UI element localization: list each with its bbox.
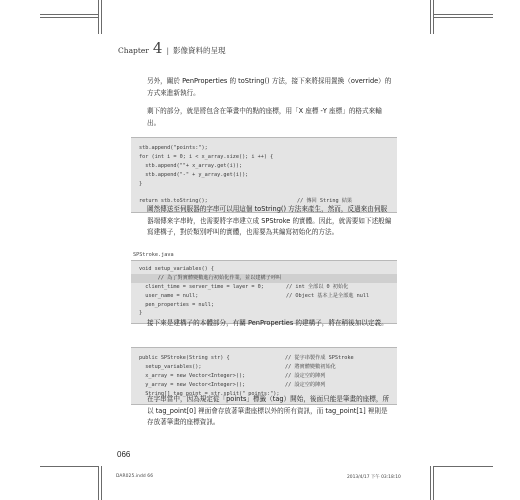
paragraph-constructor-body: 接下來是建構子的本體部分，有關 PenProperties 的建構子，將在稍後加以定義。 [147,319,388,327]
code-line: for (int i = 0; i < x_array.size(); i ++) { [139,153,274,160]
code-line: stb.append(""+ x_array.get(i)); [139,162,243,169]
code-comment: // 從字串製作成 SPStroke [285,355,354,361]
crop-mark [433,14,493,15]
paragraph-override: 另外，關於 PenProperties 的 toString() 方法，接下來將採用置換（override）的方式來進新執行。 [147,77,392,97]
chapter-number: 4 [152,39,163,57]
code-comment: // Object 基本上是全部進 null [286,292,370,299]
paragraph-tag-point: 在字串當中，因為規定從「points」標籤（tag）開始，後面只能是筆畫的座標，所以 tag_point[0] 裡面會存放著筆畫座標以外的所有資訊，而 tag_point[1] 裡則是存放著筆畫的座標資訊。 [147,395,390,426]
code-comment: // 傳回 String 結果 [297,198,353,205]
code-block-setup-variables [131,260,397,324]
paragraph-constructor: 圖然傳送至伺服器的字串可以用這個 toString() 方法來產生，然而，反過來由伺服器端傳來字串時，也需要將字串建立成 SPStroke 的實體。因此，就需要如下述般編寫建構子，對於類別呼叫的實體，也需要為其編寫初始化的方法。 [147,205,392,236]
code-block-tostring [131,137,397,213]
code-line: void setup_variables() { [139,266,214,272]
crop-mark [430,466,431,500]
crop-mark [101,0,102,34]
code-line: } [139,180,143,187]
page-number: 066 [117,450,131,459]
code-line: return stb.toString(); // 傳回 String 結果 [139,198,353,205]
crop-mark [40,466,98,467]
paragraph-coordinates: 剩下的部分，就是將包含在筆畫中的點的座標，用「X 座標 -Y 座標」的格式來輸出。 [147,107,382,127]
crop-mark [40,17,98,18]
crop-mark [101,466,102,500]
header-separator: | [166,46,169,55]
code-line: setup_variables(); // 將實體變數初始化 [139,363,336,370]
code-line: y_array = new Vector<Integer>(); // 設定空的陣列 [139,381,326,388]
chapter-title: 影像資料的呈現 [172,46,226,55]
code-line [131,188,397,197]
code-line: pen_properties = null; [139,301,214,308]
crop-mark [430,0,431,34]
code-line: stb.append("points:"); [139,145,208,151]
footer-timestamp: 2013/4/17 下午 03:18:10 [347,475,401,480]
code-line: } [139,310,143,317]
crop-mark [98,0,99,34]
code-line: stb.append("-" + y_array.get(i)); [139,171,249,178]
code-line: x_array = new Vector<Integer>(); // 設定空的陣列 [139,372,326,379]
code-caption-filename: SPStroke.java [133,252,174,258]
code-line: user_name = null; // Object 基本上是全部進 null [139,292,370,299]
code-line: client_time = server_time = layer = 0; // int 全部以 0 初始化 [139,283,349,290]
code-line: String[] tag_point = str.split(" points:"); [139,390,280,397]
code-line: public SPStroke(String str) { // 從字串製作成 SPStroke [139,355,354,361]
code-comment: // 設定空的陣列 [285,381,326,388]
crop-mark [433,17,493,18]
crop-mark [433,466,434,500]
footer-filename: DAR025.indd 66 [116,474,154,479]
crop-mark [433,466,493,467]
chapter-label: Chapter [118,46,149,55]
code-comment: // int 全部以 0 初始化 [286,283,349,290]
crop-mark [40,14,98,15]
running-header [118,41,225,56]
code-line: // 為了對實體變數進行初始化作業，並以建構子呼叫 [131,274,397,283]
crop-mark [98,466,99,500]
code-comment: // 設定空的陣列 [285,372,326,379]
code-comment: // 將實體變數初始化 [285,363,336,370]
